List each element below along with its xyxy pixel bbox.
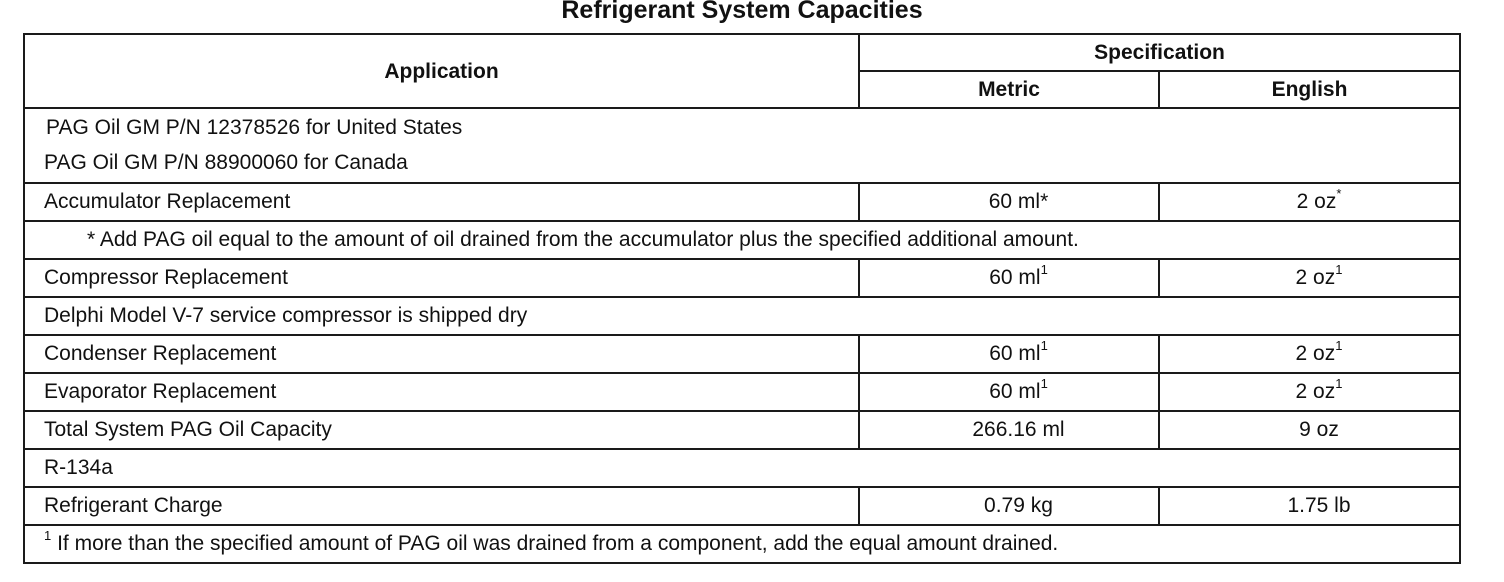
footnote [24,525,1460,563]
compressor-metric-value: 60 ml [989,266,1041,289]
accumulator-english-value: 2 oz [1296,190,1337,213]
condenser-row [24,335,1460,373]
condenser-english [1159,335,1460,373]
condenser-metric-value: 60 ml [989,342,1041,365]
evaporator-english [1159,373,1460,411]
capacities-table [23,33,1461,564]
refrigerant-charge-metric: 0.79 kg [859,487,1159,525]
accumulator-metric [859,183,1159,221]
total-pag-row [24,411,1460,449]
pag-oil-canada: PAG Oil GM P/N 88900060 for Canada [44,151,408,174]
compressor-english-mark: 1 [1335,262,1343,277]
compressor-note: Delphi Model V-7 service compressor is shipped dry [24,297,1460,335]
condenser-label: Condenser Replacement [24,335,859,373]
accumulator-metric-value: 60 ml [988,190,1041,213]
compressor-metric-mark: 1 [1040,262,1048,277]
total-pag-english: 9 oz [1159,411,1460,449]
footnote-mark: 1 [44,528,52,543]
application-header: Application [24,34,859,108]
footnote-row [24,525,1460,563]
condenser-english-mark: 1 [1335,338,1343,353]
pag-oil-cell [24,108,1460,183]
compressor-english-value: 2 oz [1295,266,1336,289]
compressor-english [1159,259,1460,297]
specification-header: Specification [859,34,1460,71]
compressor-metric [859,259,1159,297]
evaporator-english-mark: 1 [1335,376,1343,391]
refrigerant-type: R-134a [24,449,1460,487]
evaporator-metric-mark: 1 [1040,376,1048,391]
accumulator-row [24,183,1460,221]
english-header: English [1159,71,1460,108]
metric-header: Metric [859,71,1159,108]
refrigerant-type-row [24,449,1460,487]
refrigerant-charge-label: Refrigerant Charge [24,487,859,525]
evaporator-label: Evaporator Replacement [24,373,859,411]
footnote-text: If more than the specified amount of PAG oil was drained from a component, add the equal amount drained. [51,532,1059,555]
compressor-note-row [24,297,1460,335]
accumulator-english-mark: * [1336,186,1342,201]
condenser-metric-mark: 1 [1040,338,1048,353]
pag-oil-us: PAG Oil GM P/N 12378526 for United States [46,116,463,139]
condenser-metric [859,335,1159,373]
evaporator-metric-value: 60 ml [989,380,1041,403]
header-row-top [24,34,1460,71]
refrigerant-charge-row [24,487,1460,525]
accumulator-metric-mark: * [1040,190,1049,213]
evaporator-metric [859,373,1159,411]
compressor-label: Compressor Replacement [24,259,859,297]
pag-oil-row [24,108,1460,183]
evaporator-english-value: 2 oz [1295,380,1336,403]
total-pag-label: Total System PAG Oil Capacity [24,411,859,449]
accumulator-note-row [24,221,1460,259]
condenser-english-value: 2 oz [1295,342,1336,365]
accumulator-english [1159,183,1460,221]
table-title: Refrigerant System Capacities [561,0,923,24]
accumulator-label: Accumulator Replacement [24,183,859,221]
evaporator-row [24,373,1460,411]
compressor-row [24,259,1460,297]
refrigerant-charge-english: 1.75 lb [1159,487,1460,525]
total-pag-metric: 266.16 ml [859,411,1159,449]
accumulator-note: * Add PAG oil equal to the amount of oil drained from the accumulator plus the specified additional amount. [24,221,1460,259]
